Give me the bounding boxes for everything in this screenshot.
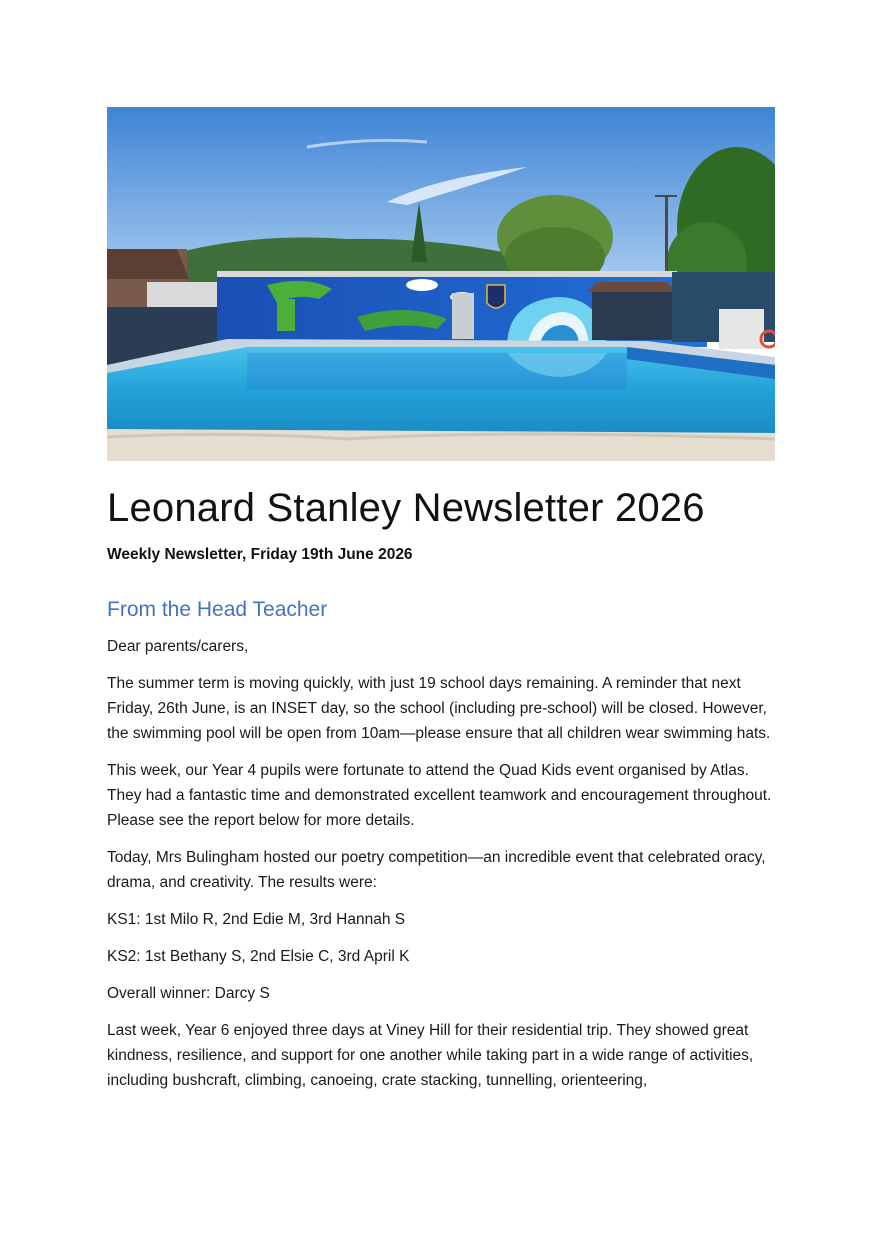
swimming-pool-photo bbox=[107, 107, 775, 461]
quad-kids-paragraph: This week, our Year 4 pupils were fortunate to attend the Quad Kids event organised by Atlas. They had a fantastic time and demonstrated excellent teamwork and encouragement throughout. Please see the report below for more details. bbox=[107, 762, 772, 829]
residential-trip-paragraph: Last week, Year 6 enjoyed three days at Viney Hill for their residential trip. They showed great kindness, resilience, and support for one another while taking part in a wide range of activities, including bushcraft, climbing, canoeing, crate stacking, tunnelling, orienteering, bbox=[107, 1022, 754, 1089]
overall-winner-paragraph: Overall winner: Darcy S bbox=[107, 985, 270, 1002]
ks2-results-paragraph: KS2: 1st Bethany S, 2nd Elsie C, 3rd April K bbox=[107, 948, 410, 965]
newsletter-date-subtitle: Weekly Newsletter, Friday 19th June 2026 bbox=[107, 546, 413, 563]
newsletter-title: Leonard Stanley Newsletter 2026 bbox=[107, 486, 705, 530]
newsletter-page bbox=[107, 107, 775, 1093]
ks1-results-paragraph: KS1: 1st Milo R, 2nd Edie M, 3rd Hannah S bbox=[107, 911, 406, 928]
greeting-paragraph: Dear parents/carers, bbox=[107, 638, 249, 655]
poetry-competition-paragraph: Today, Mrs Bulingham hosted our poetry competition—an incredible event that celebrated oracy, drama, and creativity. The results were: bbox=[107, 849, 766, 891]
section-heading-head-teacher: From the Head Teacher bbox=[107, 598, 328, 621]
term-reminder-paragraph: The summer term is moving quickly, with just 19 school days remaining. A reminder that next Friday, 26th June, is an INSET day, so the school (including pre-school) will be closed. However, the swimming pool will be open from 10am—please ensure that all children wear swimming hats. bbox=[107, 675, 771, 742]
